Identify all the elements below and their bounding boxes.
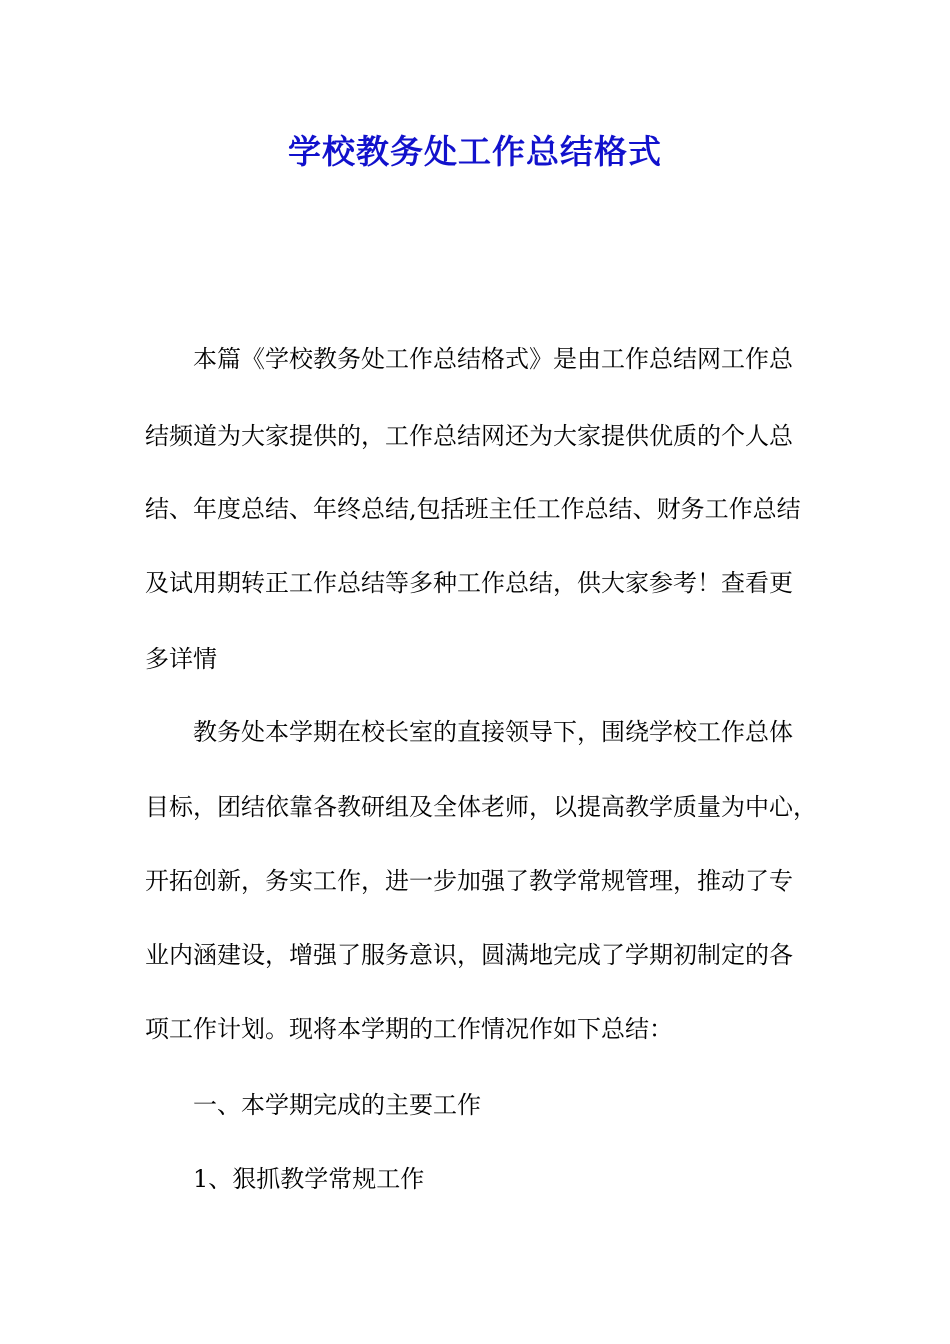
section-heading: 一、本学期完成的主要工作 [193,1091,481,1119]
paragraph-2-line-1: 教务处本学期在校长室的直接领导下，围绕学校工作总体 [193,718,793,746]
paragraph-2-line-3: 开拓创新，务实工作，进一步加强了教学常规管理，推动了专 [145,867,793,895]
paragraph-1-line-4: 及试用期转正工作总结等多种工作总结，供大家参考！查看更 [145,569,793,597]
paragraph-1-line-3: 结、年度总结、年终总结,包括班主任工作总结、财务工作总结 [145,495,801,523]
paragraph-2-line-5: 项工作计划。现将本学期的工作情况作如下总结： [145,1015,673,1043]
subsection-heading: 1、狠抓教学常规工作 [193,1165,425,1193]
paragraph-2-line-4: 业内涵建设，增强了服务意识，圆满地完成了学期初制定的各 [145,941,793,969]
document-title: 学校教务处工作总结格式 [288,132,662,171]
paragraph-1-line-5: 多详情 [145,645,217,673]
paragraph-1-line-1: 本篇《学校教务处工作总结格式》是由工作总结网工作总 [193,345,793,373]
paragraph-1-line-2: 结频道为大家提供的，工作总结网还为大家提供优质的个人总 [145,422,793,450]
paragraph-2-line-2: 目标，团结依靠各教研组及全体老师，以提高教学质量为中心， [145,793,817,821]
